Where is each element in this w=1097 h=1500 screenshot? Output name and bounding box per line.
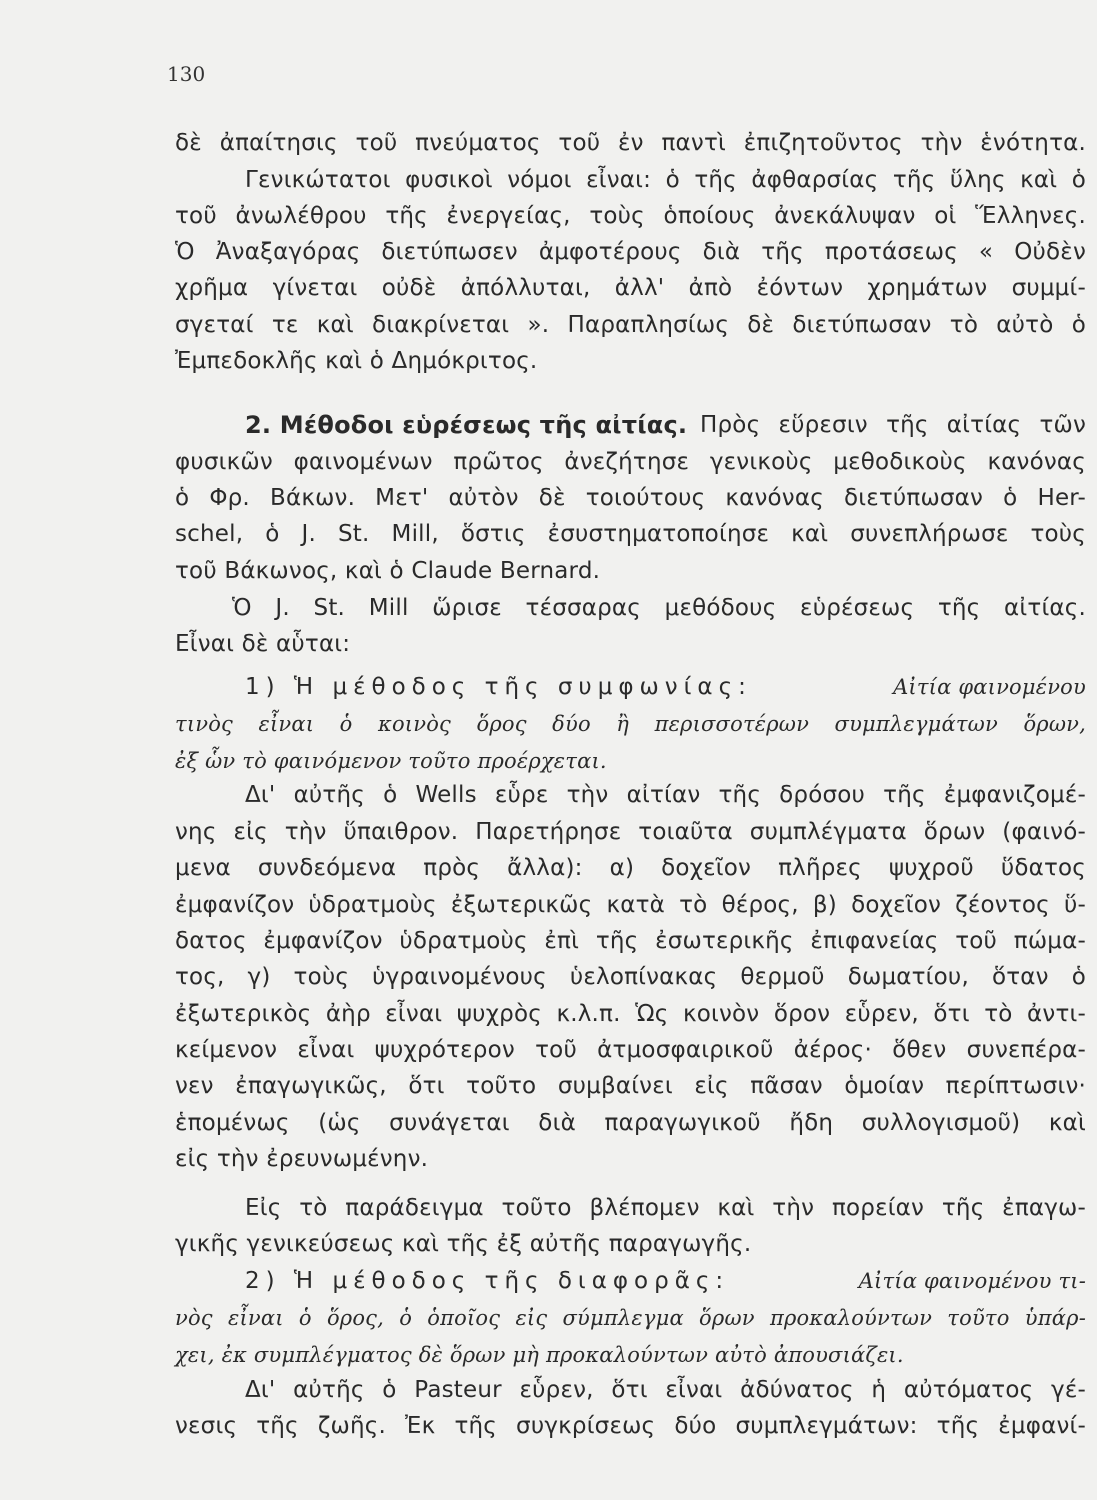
text-line: εἰς τὴν ἐρευνωμένην.: [175, 1146, 429, 1172]
text-line: ὁ Φρ. Βάκων. Μετ' αὐτὸν δὲ τοιούτους κανόνας διετύπωσαν ὁ Her-: [175, 485, 1086, 511]
text-line: τοῦ Βάκωνος, καὶ ὁ Claude Bernard.: [175, 558, 601, 584]
text-line: Ἐμπεδοκλῆς καὶ ὁ Δημόκριτος.: [175, 348, 538, 374]
definition-line: τινὸς εἶναι ὁ κοινὸς ὅρος δύο ἢ περισσοτέρων συμπλεγμάτων ὅρων,: [175, 712, 1086, 736]
text-line: Δι' αὐτῆς ὁ Wells εὗρε τὴν αἰτίαν τῆς δρόσου τῆς ἐμφανιζομέ-: [245, 782, 1086, 808]
text-line: ἐμφανίζον ὑδρατμοὺς ἐξωτερικῶς κατὰ τὸ θέρος, β) δοχεῖον ζέοντος ὕ-: [175, 892, 1086, 918]
definition-line: χει, ἐκ συμπλέγματος δὲ ὅρων μὴ προκαλούντων αὐτὸ ἀπουσιάζει.: [175, 1343, 904, 1367]
text-line: κείμενον εἶναι ψυχρότερον τοῦ ἀτμοσφαιρικοῦ ἀέρος· ὅθεν συνεπέρα-: [175, 1037, 1086, 1063]
text-line: ἑπομένως (ὡς συνάγεται διὰ παραγωγικοῦ ἤδη συλλογισμοῦ) καὶ: [175, 1110, 1086, 1136]
text-line: Γενικώτατοι φυσικοὶ νόμοι εἶναι: ὁ τῆς ἀφθαρσίας τῆς ὕλης καὶ ὁ: [245, 167, 1086, 193]
text-line: μενα συνδεόμενα πρὸς ἄλλα): α) δοχεῖον πλῆρες ψυχροῦ ὕδατος: [175, 855, 1086, 881]
text-line: Δι' αὐτῆς ὁ Pasteur εὗρεν, ὅτι εἶναι ἀδύνατος ἡ αὐτόματος γέ-: [245, 1377, 1086, 1403]
text-line: χρῆμα γίνεται οὐδὲ ἀπόλλυται, ἀλλ' ἀπὸ ἐόντων χρημάτων συμμί-: [175, 275, 1086, 301]
text-line: τος, γ) τοὺς ὑγραινομένους ὑελοπίνακας θερμοῦ δωματίου, ὅταν ὁ: [175, 964, 1086, 990]
text-line: τοῦ ἀνωλέθρου τῆς ἐνεργείας, τοὺς ὁποίους ἀνεκάλυψαν οἱ Ἕλληνες.: [175, 203, 1086, 229]
text-line: schel, ὁ J. St. Mill, ὅστις ἐσυστηματοποίησε καὶ συνεπλήρωσε τοὺς: [175, 521, 1086, 547]
definition-line: νὸς εἶναι ὁ ὅρος, ὁ ὁποῖος εἰς σύμπλεγμα ὅρων προκαλούντων τοῦτο ὑπάρ-: [175, 1306, 1086, 1330]
text-line: γικῆς γενικεύσεως καὶ τῆς ἐξ αὐτῆς παραγωγῆς.: [175, 1231, 752, 1257]
text-line: Εἶναι δὲ αὗται:: [175, 631, 351, 657]
text-line: Ὁ J. St. Mill ὥρισε τέσσαρας μεθόδους εὑρέσεως τῆς αἰτίας.: [232, 595, 1086, 621]
text-line: Ὁ Ἀναξαγόρας διετύπωσεν ἀμφοτέρους διὰ τῆς προτάσεως « Οὐδὲν: [175, 239, 1086, 265]
definition-line: ἐξ ὧν τὸ φαινόμενον τοῦτο προέρχεται.: [175, 749, 607, 773]
method-heading: 2) Ἡ μέθοδος τῆς διαφορᾶς:: [245, 1268, 730, 1294]
definition-line: Αἰτία φαινομένου: [893, 675, 1086, 699]
text-line: νεσις τῆς ζωῆς. Ἐκ τῆς συγκρίσεως δύο συμπλεγμάτων: τῆς ἐμφανί-: [175, 1413, 1086, 1439]
text-line: δὲ ἀπαίτησις τοῦ πνεύματος τοῦ ἐν παντὶ ἐπιζητοῦντος τὴν ἑνότητα.: [175, 130, 1086, 156]
text-line: ἐξωτερικὸς ἀὴρ εἶναι ψυχρὸς κ.λ.π. Ὡς κοινὸν ὅρον εὗρεν, ὅτι τὸ ἀντι-: [175, 1001, 1086, 1027]
definition-line: Αἰτία φαινομένου τι-: [858, 1269, 1086, 1293]
text-line: φυσικῶν φαινομένων πρῶτος ἀνεζήτησε γενικοὺς μεθοδικοὺς κανόνας: [175, 449, 1086, 475]
text-line: νης εἰς τὴν ὕπαιθρον. Παρετήρησε τοιαῦτα συμπλέγματα ὅρων (φαινό-: [175, 819, 1086, 845]
section-heading: 2. Μέθοδοι εὑρέσεως τῆς αἰτίας.: [245, 411, 688, 439]
text-line: σγεταί τε καὶ διακρίνεται ». Παραπλησίως δὲ διετύπωσαν τὸ αὐτὸ ὁ: [175, 312, 1086, 338]
method-heading: 1) Ἡ μέθοδος τῆς συμφωνίας:: [245, 674, 752, 700]
text-line: Εἰς τὸ παράδειγμα τοῦτο βλέπομεν καὶ τὴν πορείαν τῆς ἐπαγω-: [245, 1195, 1086, 1221]
text-line: Πρὸς εὕρεσιν τῆς αἰτίας τῶν: [700, 412, 1086, 438]
page-number: 130: [167, 62, 206, 86]
text-line: νεν ἐπαγωγικῶς, ὅτι τοῦτο συμβαίνει εἰς πᾶσαν ὁμοίαν περίπτωσιν·: [175, 1073, 1086, 1099]
text-line: δατος ἐμφανίζον ὑδρατμοὺς ἐπὶ τῆς ἐσωτερικῆς ἐπιφανείας τοῦ πώμα-: [175, 928, 1086, 954]
